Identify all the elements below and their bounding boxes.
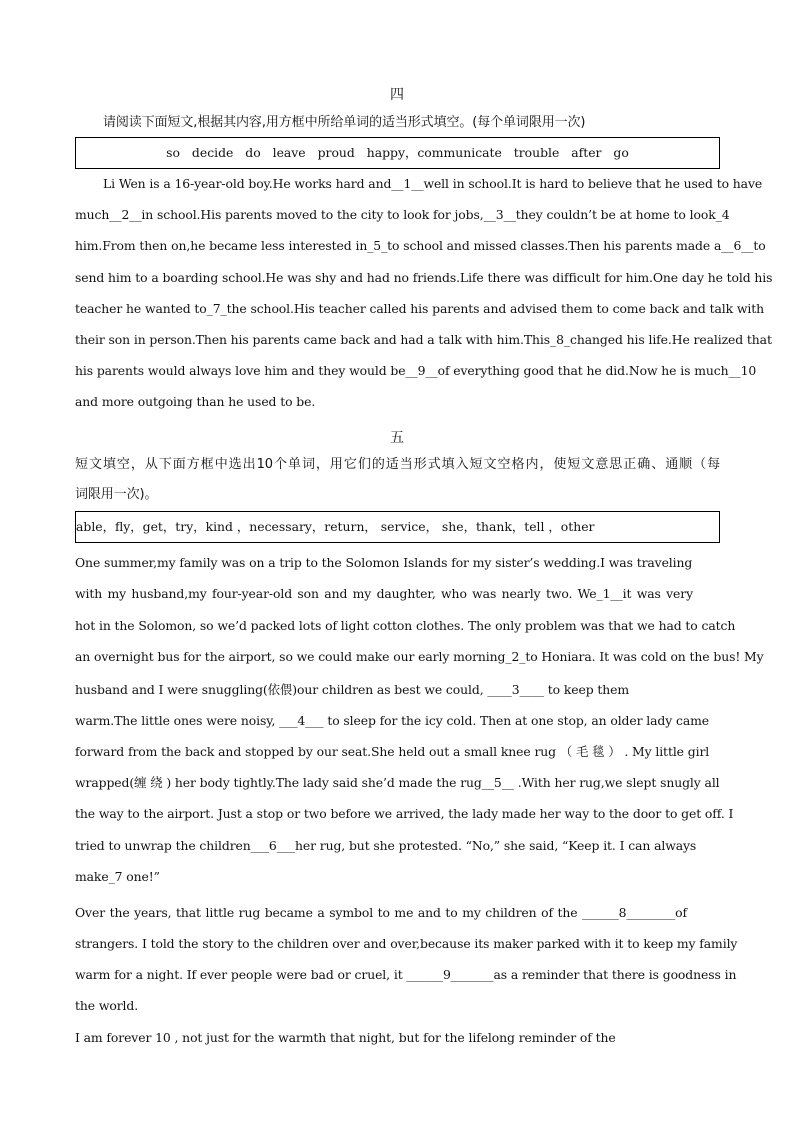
s5-line-3: hot in the Solomon, so we’d packed lots of light cotton clothes. The only problem was that we had to catch [75, 618, 736, 633]
section-5-instruction-2: 词限用一次)。 [75, 487, 158, 502]
s5-line-4: an overnight bus for the airport, so we could make our early morning_2_to Honiara. It was cold on the bus! My [75, 649, 764, 664]
s4-line-3: him.From then on,he became less interested in_5_to school and missed classes.Then his parents made a__6__to [75, 238, 766, 253]
s5-line-7: forward from the back and stopped by our seat.She held out a small knee rug （ 毛 毯 ） . My little girl [75, 744, 710, 759]
s5-line-11: make_7 one!” [75, 869, 160, 884]
s4-line-6: their son in person.Then his parents came back and had a talk with him.This_8_changed his life.He realized that [75, 332, 772, 347]
s4-line-8: and more outgoing than he used to be. [75, 394, 316, 409]
s5-line-1: One summer,my family was on a trip to the Solomon Islands for my sister’s wedding.I was traveling [75, 555, 693, 570]
s5-line-5: husband and I were snuggling(依偎)our children as best we could, ____3____ to keep them [75, 682, 630, 697]
s4-line-7: his parents would always love him and they would be__9__of everything good that he did.Now he is much__10 [75, 363, 757, 378]
s5-line-10: tried to unwrap the children___6___her rug, but she protested. “No,” she said, “Keep it. I can always [75, 838, 697, 853]
s4-line-2: much__2__in school.His parents moved to the city to look for jobs,__3__they couldn’t be at home to look_4 [75, 207, 730, 222]
s5-p2-line-2: strangers. I told the story to the children over and over,because its maker parked with it to keep my family [75, 936, 738, 951]
s5-line-6: warm.The little ones were noisy, ___4___ to sleep for the icy cold. Then at one stop, an older lady came [75, 713, 710, 728]
s5-line-9: the way to the airport. Just a stop or two before we arrived, the lady made her way to the door to get off. I [75, 806, 734, 821]
section-5-word-box: able，fly，get，try，kind ，necessary，return， service， she，thank，tell ，other [75, 511, 720, 543]
s5-line-2: with my husband,my four-year-old son and my daughter, who was nearly two. We_1__it was very [75, 586, 693, 601]
section-4-instruction: 请阅读下面短文,根据其内容,用方框中所给单词的适当形式填空。(每个单词限用一次) [103, 115, 586, 130]
section-5-heading: 五 [390, 430, 404, 446]
section-5-instruction-1: 短文填空，从下面方框中选出10个单词，用它们的适当形式填入短文空格内，使短文意思正确、通顺（每 [75, 457, 720, 472]
section-4-heading: 四 [390, 87, 404, 103]
s5-p2-line-5: I am forever 10 , not just for the warmth that night, but for the lifelong reminder of the [75, 1030, 616, 1045]
s4-line-5: teacher he wanted to_7_the school.His teacher called his parents and advised them to come back and talk with [75, 301, 764, 316]
s5-p2-line-4: the world. [75, 998, 139, 1013]
s4-line-1: Li Wen is a 16-year-old boy.He works hard and__1__well in school.It is hard to believe that he used to have [103, 176, 763, 191]
section-4-word-box: so decide do leave proud happy，communicate trouble after go [75, 137, 720, 169]
s5-line-8: wrapped(缠 绕 ) her body tightly.The lady said she’d made the rug__5__ .With her rug,we slept snugly all [75, 775, 720, 790]
s4-line-4: send him to a boarding school.He was shy and had no friends.Life there was difficult for him.One day he told his [75, 270, 773, 285]
s5-p2-line-3: warm for a night. If ever people were bad or cruel, it ______9_______as a reminder that there is goodness in [75, 967, 737, 982]
s5-p2-line-1: Over the years, that little rug became a symbol to me and to my children of the ______8________of [75, 905, 687, 920]
